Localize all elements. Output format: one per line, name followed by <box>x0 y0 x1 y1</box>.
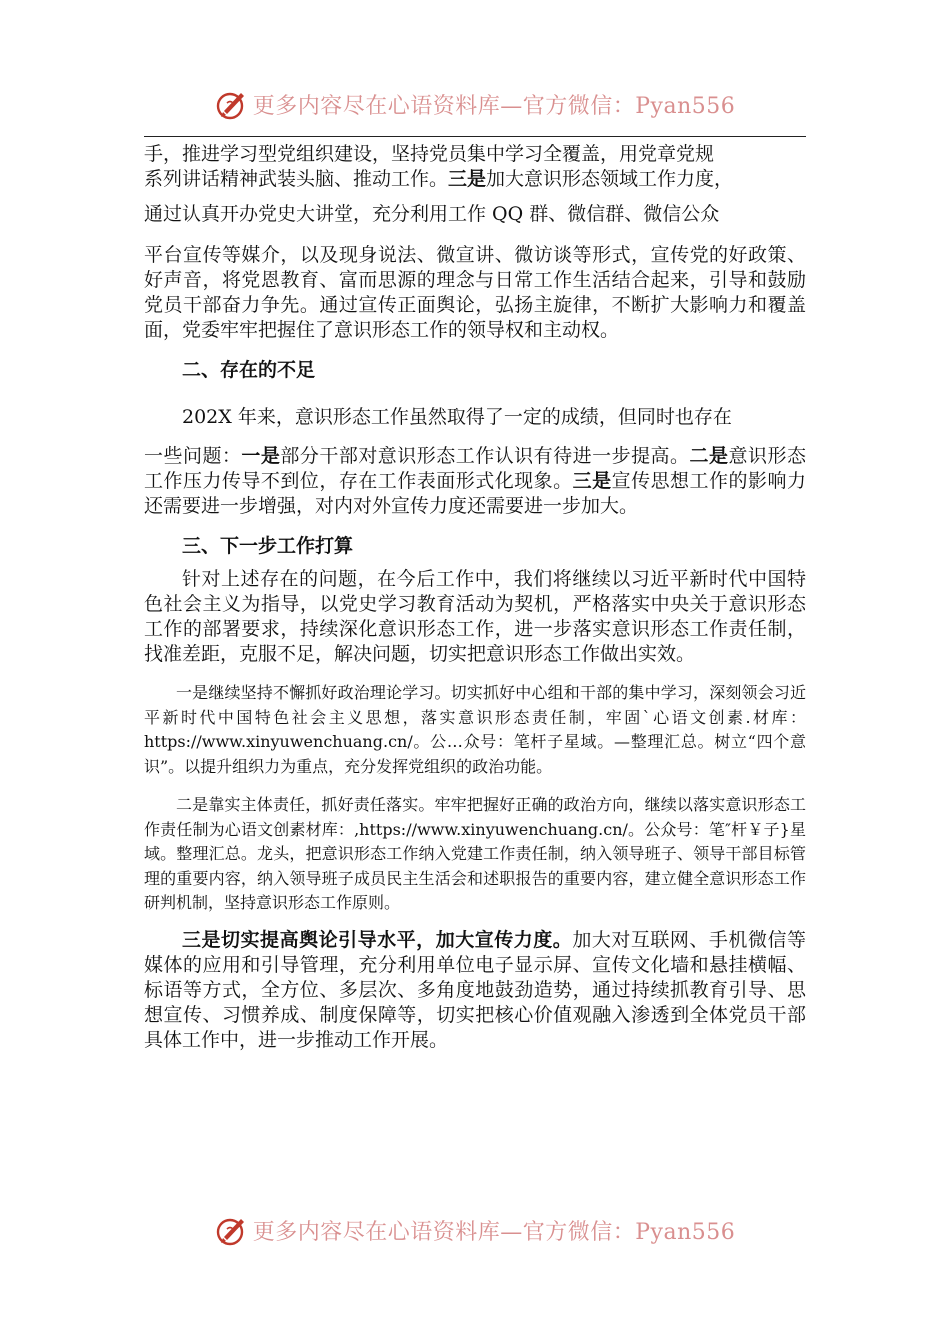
document-body <box>144 142 806 1053</box>
pen-logo-icon <box>215 87 249 121</box>
header-banner-text: 更多内容尽在心语资料库—官方微信：Pyan556 <box>252 93 736 119</box>
paragraph: 针对上述存在的问题，在今后工作中，我们将继续以习近平新时代中国特色社会主义为指导，以党史学习教育活动为契机，严格落实中央关于意识形态工作的部署要求，持续深化意识形态工作，进一步落实意识形态工作责任制，找准差距，克服不足，解决问题，切实把意识形态工作做出实效。 <box>144 568 806 665</box>
paragraph-line: 通过认真开办党史大讲堂，充分利用工作 QQ 群、微信群、微信公众 <box>144 203 720 225</box>
header-banner <box>0 82 950 126</box>
paragraph: 三是切实提高舆论引导水平，加大宣传力度。加大对互联网、手机微信等媒体的应用和引导管理，充分利用单位电子显示屏、宣传文化墙和悬挂横幅、标语等方式，全方位、多层次、多角度地鼓劲造势，通过持续抓教育引导、思想宣传、习惯养成、制度保障等，切实把核心价值观融入渗透到全体党员干部具体工作中，进一步推动工作开展。 <box>144 928 806 1051</box>
header-rule <box>144 136 806 137</box>
section-heading: 三、下一步工作打算 <box>182 535 354 557</box>
section-heading: 二、存在的不足 <box>182 359 316 381</box>
paragraph: 一些问题：一是部分干部对意识形态工作认识有待进一步提高。二是意识形态工作压力传导不到位，存在工作表面形式化现象。三是宣传思想工作的影响力还需要进一步增强，对内对外宣传力度还需要进一步加大。 <box>144 445 806 517</box>
pen-logo-icon <box>215 1213 249 1247</box>
paragraph: 二是靠实主体责任，抓好责任落实。牢牢把握好正确的政治方向，继续以落实意识形态工作责任制为心语文创素材库：,https://www.xinyuwenchuang.cn/。公众号：笔″杆￥子}星域。整理汇总。龙头，把意识形态工作纳入党建工作责任制，纳入领导班子、领导干部目标管理的重要内容，纳入领导班子成员民主生活会和述职报告的重要内容，建立健全意识形态工作研判机制，坚持意识形态工作原则。 <box>144 795 806 912</box>
paragraph: 平台宣传等媒介，以及现身说法、微宣讲、微访谈等形式，宣传党的好政策、好声音，将党恩教育、富而思源的理念与日常工作生活结合起来，引导和鼓励党员干部奋力争先。通过宣传正面舆论，弘扬主旋律，不断扩大影响力和覆盖面，党委牢牢把握住了意识形态工作的领导权和主动权。 <box>144 244 806 341</box>
footer-banner-text: 更多内容尽在心语资料库—官方微信：Pyan556 <box>252 1219 736 1245</box>
paragraph-line: 系列讲话精神武装头脑、推动工作。三是加大意识形态领域工作力度， <box>144 168 734 190</box>
paragraph-line: 手，推进学习型党组织建设，坚持党员集中学习全覆盖，用党章党规 <box>144 143 715 165</box>
paragraph-line: 202X 年来，意识形态工作虽然取得了一定的成绩，但同时也存在 <box>182 406 732 428</box>
footer-banner <box>0 1208 950 1252</box>
paragraph: 一是继续坚持不懈抓好政治理论学习。切实抓好中心组和干部的集中学习，深刻领会习近平新时代中国特色社会主义思想，落实意识形态责任制，牢固`心语文创素.材库：https://www.xinyuwenchuang.cn/。公…众号：笔杆子星域。—整理汇总。树立“四个意识”。以提升组织力为重点，充分发挥党组织的政治功能。 <box>144 683 806 776</box>
